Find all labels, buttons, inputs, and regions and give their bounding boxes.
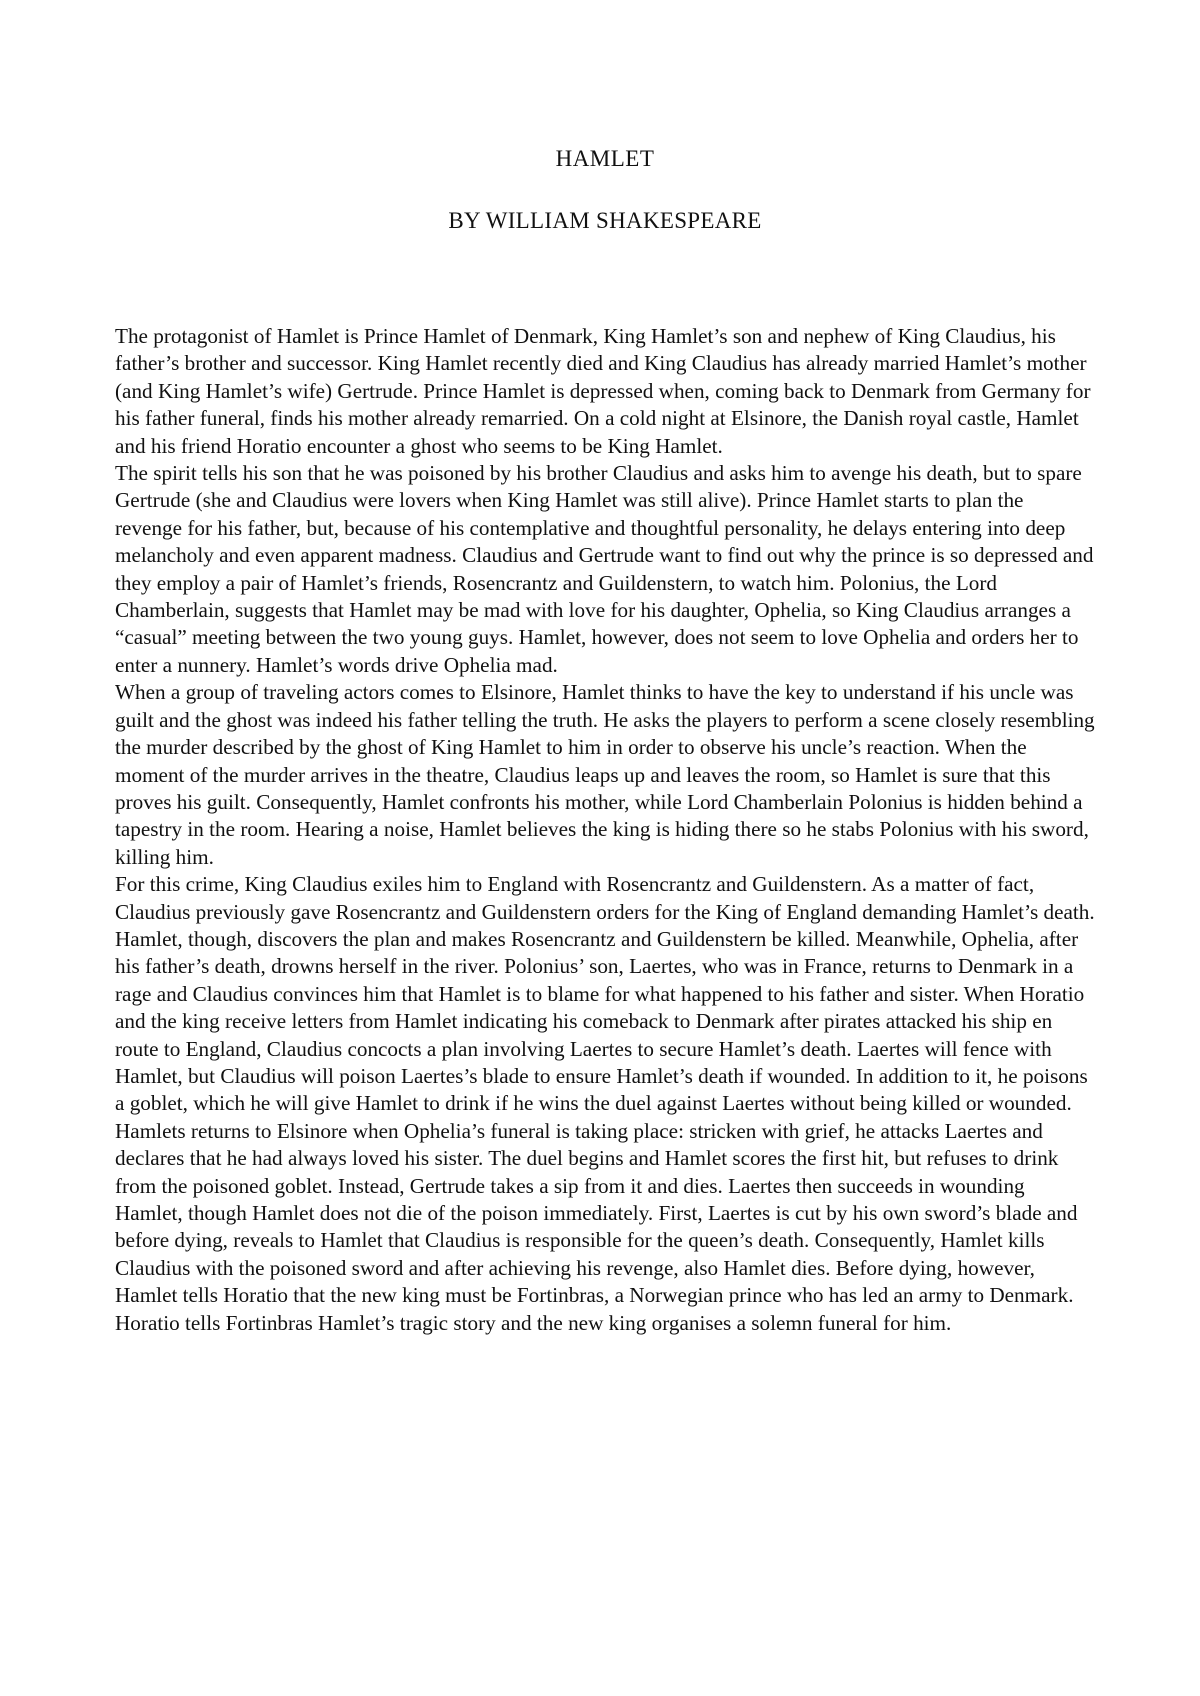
- document-title: HAMLET: [555, 146, 655, 171]
- paragraph-2: The spirit tells his son that he was poisoned by his brother Claudius and asks him to avenge his death, but to spare Gertrude (she and Claudius were lovers when King Hamlet was still alive). Prince Hamlet starts to plan the revenge for his father, but, because of his contemplative and thoughtful personality, he delays entering into deep melancholy and even apparent madness. Claudius and Gertrude want to find out why the prince is so depressed and they employ a pair of Hamlet’s friends, Rosencrantz and Guildenstern, to watch him. Polonius, the Lord Chamberlain, suggests that Hamlet may be mad with love for his daughter, Ophelia, so King Claudius arranges a “casual” meeting between the two young guys. Hamlet, however, does not seem to love Ophelia and orders her to enter a nunnery. Hamlet’s words drive Ophelia mad.: [115, 461, 1094, 677]
- paragraph-3: When a group of traveling actors comes to Elsinore, Hamlet thinks to have the key to understand if his uncle was guilt and the ghost was indeed his father telling the truth. He asks the players to perform a scene closely resembling the murder described by the ghost of King Hamlet to him in order to observe his uncle’s reaction. When the moment of the murder arrives in the theatre, Claudius leaps up and leaves the room, so Hamlet is sure that this proves his guilt. Consequently, Hamlet confronts his mother, while Lord Chamberlain Polonius is hidden behind a tapestry in the room. Hearing a noise, Hamlet believes the king is hiding there so he stabs Polonius with his sword, killing him.: [115, 680, 1095, 869]
- paragraph-4: For this crime, King Claudius exiles him to England with Rosencrantz and Guildenstern. As a matter of fact, Claudius previously gave Rosencrantz and Guildenstern orders for the King of England demanding Hamlet’s death. Hamlet, though, discovers the plan and makes Rosencrantz and Guildenstern be killed. Meanwhile, Ophelia, after his father’s death, drowns herself in the river. Polonius’ son, Laertes, who was in France, returns to Denmark in a rage and Claudius convinces him that Hamlet is to blame for what happened to his father and sister. When Horatio and the king receive letters from Hamlet indicating his comeback to Denmark after pirates attacked his ship en route to England, Claudius concocts a plan involving Laertes to secure Hamlet’s death. Laertes will fence with Hamlet, but Claudius will poison Laertes’s blade to ensure Hamlet’s death if wounded. In addition to it, he poisons a goblet, which he will give Hamlet to drink if he wins the duel against Laertes without being killed or wounded. Hamlets returns to Elsinore when Ophelia’s funeral is taking place: stricken with grief, he attacks Laertes and declares that he had always loved his sister. The duel begins and Hamlet scores the first hit, but refuses to drink from the poisoned goblet. Instead, Gertrude takes a sip from it and dies. Laertes then succeeds in wounding Hamlet, though Hamlet does not die of the poison immediately. First, Laertes is cut by his own sword’s blade and before dying, reveals to Hamlet that Claudius is responsible for the queen’s death. Consequently, Hamlet kills Claudius with the poisoned sword and after achieving his revenge, also Hamlet dies. Before dying, however, Hamlet tells Horatio that the new king must be Fortinbras, a Norwegian prince who has led an army to Denmark. Horatio tells Fortinbras Hamlet’s tragic story and the new king organises a solemn funeral for him.: [115, 872, 1095, 1335]
- paragraph-1: The protagonist of Hamlet is Prince Hamlet of Denmark, King Hamlet’s son and nephew of King Claudius, his father’s brother and successor. King Hamlet recently died and King Claudius has already married Hamlet’s mother (and King Hamlet’s wife) Gertrude. Prince Hamlet is depressed when, coming back to Denmark from Germany for his father funeral, finds his mother already remarried. On a cold night at Elsinore, the Danish royal castle, Hamlet and his friend Horatio encounter a ghost who seems to be King Hamlet.: [115, 324, 1091, 458]
- document-subtitle: BY WILLIAM SHAKESPEARE: [448, 208, 762, 233]
- document-body: [115, 323, 1095, 1337]
